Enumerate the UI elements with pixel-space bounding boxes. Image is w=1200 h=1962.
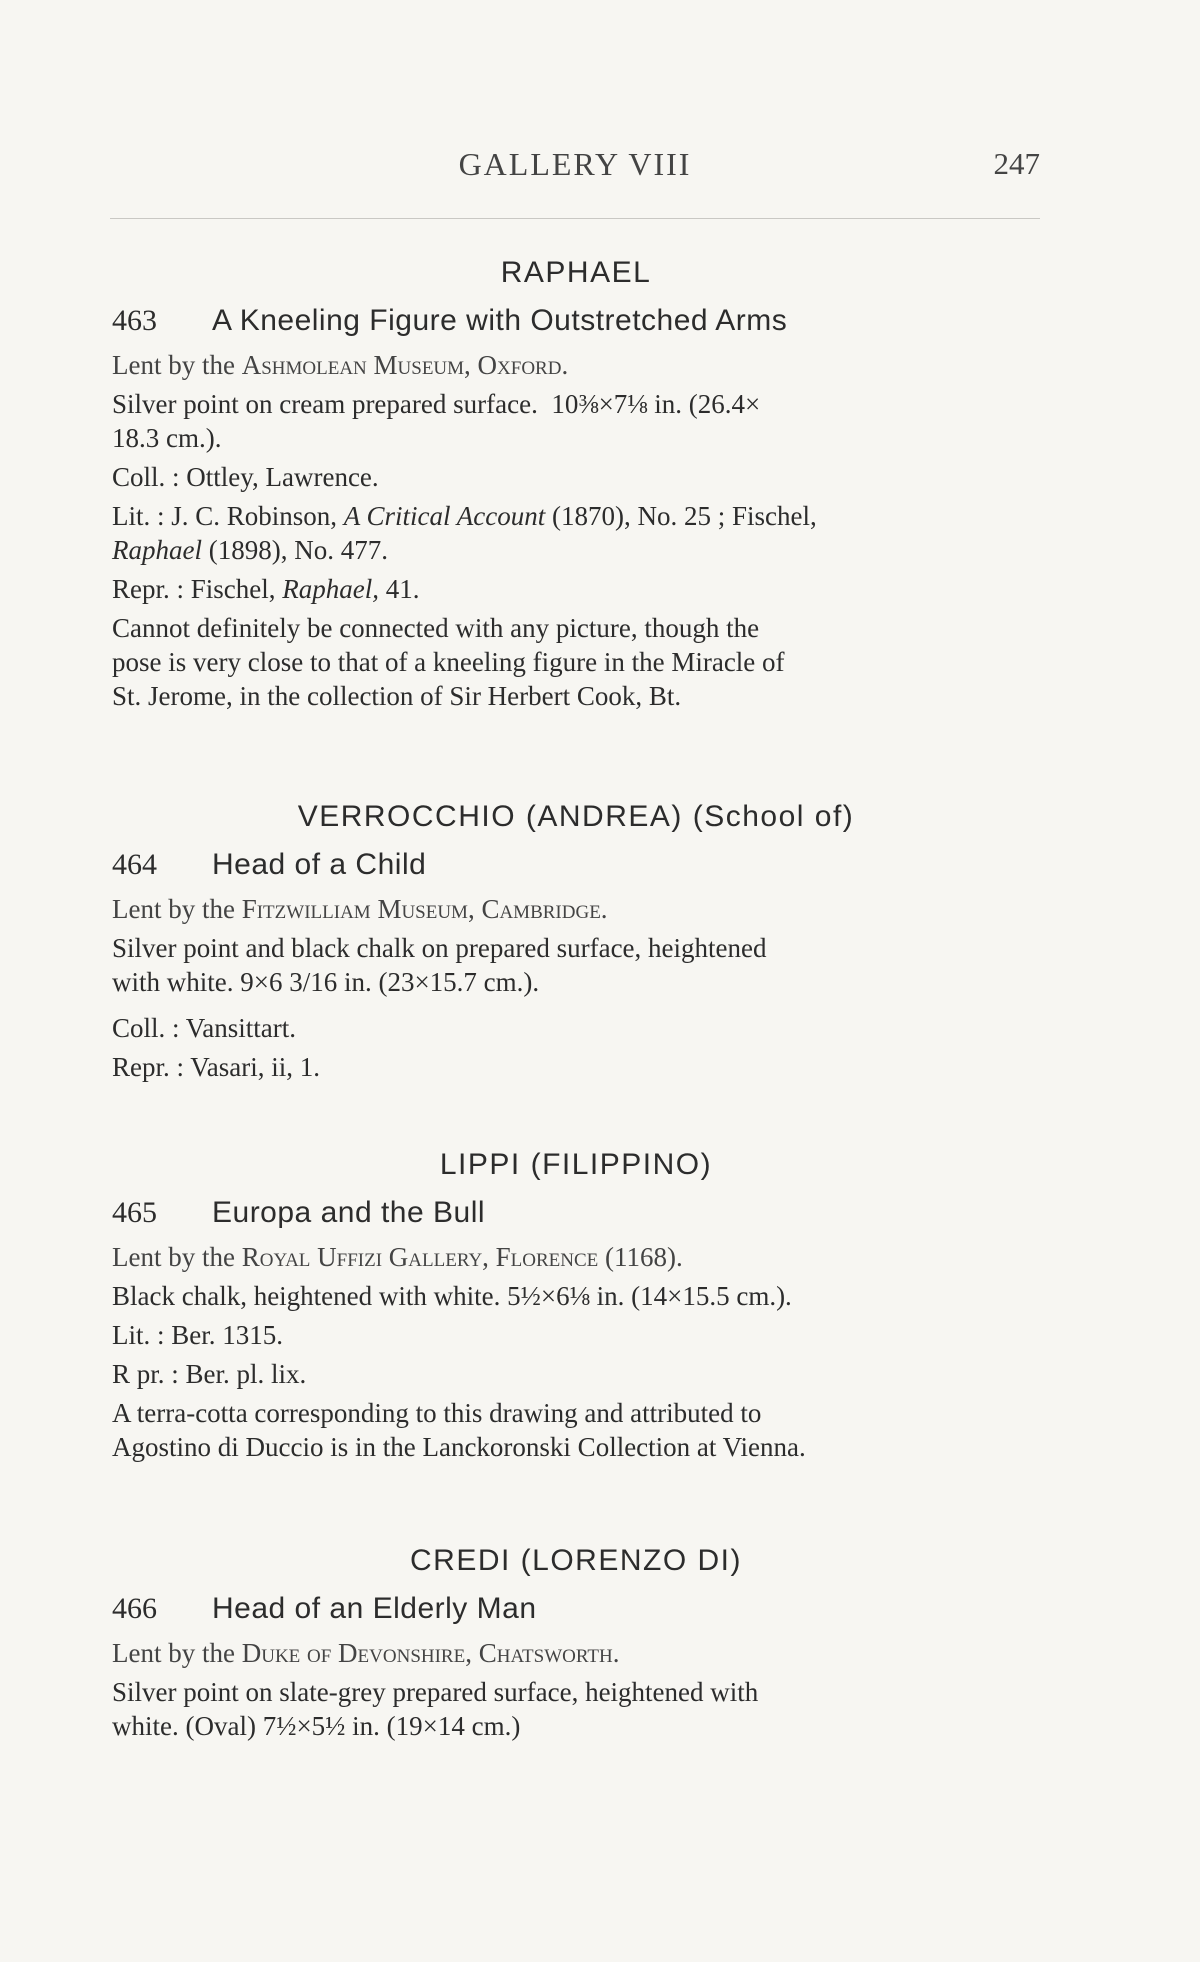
artist-name: CREDI (LORENZO DI) <box>409 1544 742 1577</box>
lender-line: Lent by the Ashmolean Museum, Oxford. <box>112 350 569 380</box>
literature-title: A Critical Account <box>343 501 546 531</box>
lender-line: Lent by the Duke of Devonshire, Chatsworth. <box>112 1638 620 1668</box>
running-head <box>110 146 1040 186</box>
work-heading <box>112 1196 1040 1230</box>
work-number: 466 <box>112 1592 157 1625</box>
work-number: 465 <box>112 1196 157 1229</box>
entry-note: Cannot definitely be connected with any picture, though the pose is very close to that of a kneeling figure in the Miracle of St. Jerome, in the collection of Sir Herbert Cook, Bt. <box>112 613 785 711</box>
work-heading <box>112 304 1040 338</box>
reproduction-line: R pr. : Ber. pl. lix. <box>112 1359 307 1389</box>
lender-name: Ashmolean Museum, Oxford. <box>241 350 569 380</box>
work-title: Head of a Child <box>212 848 427 881</box>
catalogue-entry-465 <box>112 1148 1040 1464</box>
work-number: 464 <box>112 848 157 881</box>
reproduction-title: Raphael, <box>282 574 379 604</box>
literature-line: Lit. : Ber. 1315. <box>112 1320 283 1350</box>
work-title: Head of an Elderly Man <box>212 1592 537 1625</box>
catalogue-entry-463 <box>112 256 1040 713</box>
literature-line: Lit. : J. C. Robinson, A Critical Account (1870), No. 25 ; Fischel, <box>112 501 817 531</box>
page-number: 247 <box>993 146 1040 181</box>
reproduction-line: Repr. : Vasari, ii, 1. <box>112 1052 320 1082</box>
medium-block: Silver point and black chalk on prepared surface, heightened with white. 9×6 3/16 in. (23×15.7 cm.). <box>112 933 767 997</box>
work-title: A Kneeling Figure with Outstretched Arms <box>212 304 788 337</box>
medium-line: Black chalk, heightened with white. 5½×6⅛ in. (14×15.5 cm.). <box>112 1281 792 1311</box>
artist-name: VERROCCHIO (ANDREA) (School of) <box>297 800 855 833</box>
artist-name: LIPPI (FILIPPINO) <box>439 1148 713 1181</box>
work-number: 463 <box>112 304 157 337</box>
lender-line: Lent by the Royal Uffizi Gallery, Florence (1168). <box>112 1242 683 1272</box>
medium-block: Silver point on slate-grey prepared surface, heightened with white. (Oval) 7½×5½ in. (19×14 cm.) <box>112 1677 759 1741</box>
catalogue-entry-466 <box>112 1544 1040 1743</box>
literature-title: Raphael <box>112 535 202 565</box>
work-heading <box>112 848 1040 882</box>
dimensions-cont: 18.3 cm.). <box>112 423 222 453</box>
reproduction-line: Repr. : Fischel, Raphael, 41. <box>112 574 420 604</box>
collection-line: Coll. : Vansittart. <box>112 1013 297 1043</box>
entry-note: A terra-cotta corresponding to this drawing and attributed to Agostino di Duccio is in the Lanckoronski Collection at Vienna. <box>112 1398 806 1462</box>
gallery-title: GALLERY VIII <box>458 146 692 182</box>
dimensions: 10⅜×7⅛ in. (26.4× <box>551 389 761 419</box>
lender-name: Royal Uffizi Gallery, Florence <box>241 1242 599 1272</box>
lender-name: Duke of Devonshire, Chatsworth. <box>241 1638 620 1668</box>
lender-name: Fitzwilliam Museum, Cambridge. <box>241 894 608 924</box>
work-title: Europa and the Bull <box>212 1196 486 1229</box>
collection-line: Coll. : Ottley, Lawrence. <box>112 462 379 492</box>
header-rule <box>110 218 1040 219</box>
work-heading <box>112 1592 1040 1626</box>
artist-name: RAPHAEL <box>500 256 652 289</box>
medium-line: Silver point on cream prepared surface. 10⅜×7⅛ in. (26.4× <box>112 389 761 419</box>
lender-line: Lent by the Fitzwilliam Museum, Cambridge. <box>112 894 608 924</box>
literature-line-cont: Raphael (1898), No. 477. <box>112 535 388 565</box>
catalogue-entry-464 <box>112 800 1040 1089</box>
